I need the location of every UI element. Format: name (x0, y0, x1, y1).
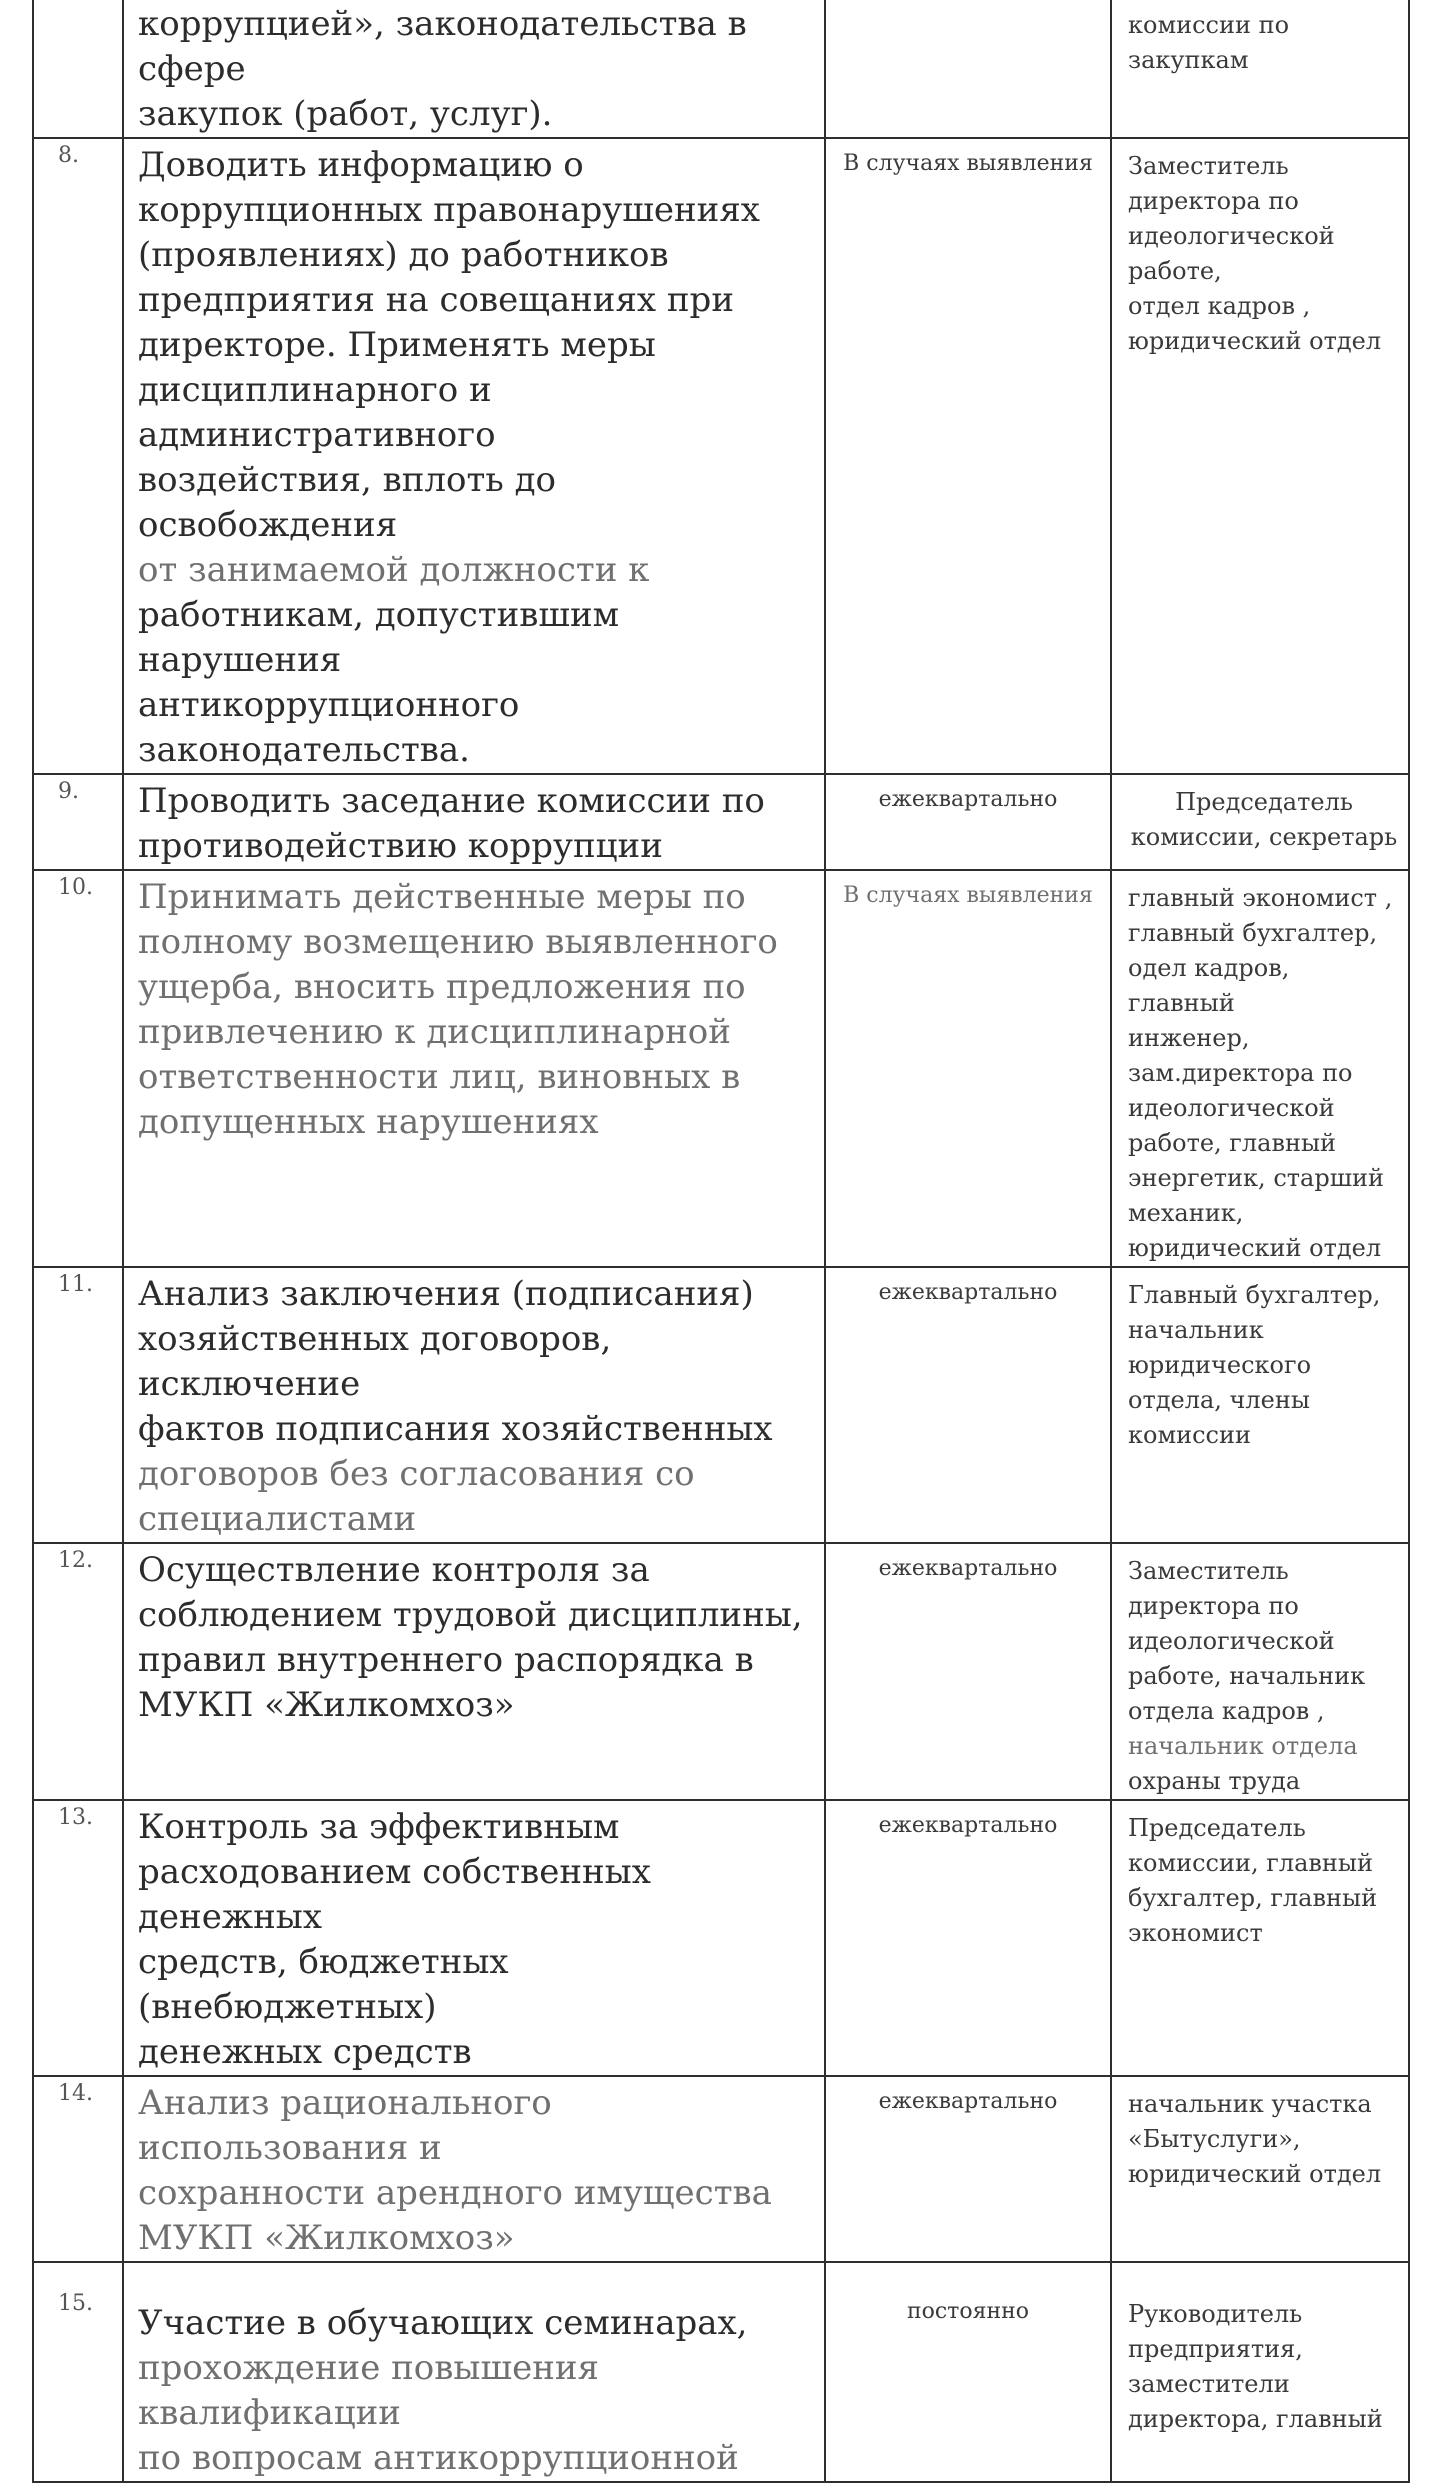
activity-line: средств, бюджетных (внебюджетных) (138, 1942, 509, 2027)
row-number: 10. (33, 870, 123, 1267)
table-row (33, 1800, 1409, 2076)
activity-line: фактов подписания хозяйственных (138, 1409, 773, 1449)
term-cell: ежеквартально (825, 2076, 1111, 2262)
activity-cell (123, 870, 825, 1267)
activity-line: (проявлениях) до работников (138, 235, 669, 275)
responsible-line: работе, начальник (1128, 1662, 1366, 1690)
activity-line: хозяйственных договоров, исключение (138, 1319, 612, 1404)
responsible-line: Председатель (1175, 788, 1353, 816)
responsible-cell (1111, 2262, 1409, 2482)
activity-line: Анализ заключения (подписания) (138, 1274, 754, 1314)
row-number: 12. (33, 1543, 123, 1800)
activity-line: Проводить заседание комиссии по (138, 781, 765, 821)
table-row (33, 2262, 1409, 2482)
activity-cell (123, 1267, 825, 1543)
term-cell: постоянно (825, 2262, 1111, 2482)
table-row (33, 870, 1409, 1267)
table-row (33, 774, 1409, 870)
activity-cell (123, 1800, 825, 2076)
activity-line: Участие в обучающих семинарах, (138, 2303, 748, 2343)
row-number: 9. (33, 774, 123, 870)
activity-line: МУКП «Жилкомхоз» (138, 2218, 515, 2258)
term-cell (825, 0, 1111, 138)
row-number (33, 0, 123, 138)
activity-line: Анализ рационального использования и (138, 2083, 552, 2168)
responsible-line: юридический отдел (1128, 1234, 1382, 1262)
term-cell: В случаях выявления (825, 138, 1111, 774)
table-row (33, 1267, 1409, 1543)
responsible-line: Руководитель (1128, 2300, 1303, 2328)
responsible-line: начальник (1128, 1316, 1264, 1344)
responsible-line: энергетик, старший (1128, 1164, 1385, 1192)
row-number: 14. (33, 2076, 123, 2262)
activity-line: ущерба, вносить предложения по (138, 967, 746, 1007)
responsible-cell (1111, 1543, 1409, 1800)
row-number: 13. (33, 1800, 123, 2076)
responsible-line: зам.директора по (1128, 1059, 1353, 1087)
responsible-line: Заместитель (1128, 1557, 1289, 1585)
responsible-line: директора по (1128, 187, 1299, 215)
activity-line: расходованием собственных денежных (138, 1852, 651, 1937)
activity-line: сохранности арендного имущества (138, 2173, 772, 2213)
activity-line: Контроль за эффективным (138, 1807, 620, 1847)
activity-line: правил внутреннего распорядка в (138, 1640, 754, 1680)
activity-line: воздействия, вплоть до освобождения (138, 460, 556, 545)
activity-line: привлечению к дисциплинарной (138, 1012, 731, 1052)
activity-cell (123, 774, 825, 870)
responsible-line: начальник участка (1128, 2090, 1372, 2118)
activity-line: договоров без согласования со (138, 1454, 695, 1494)
responsible-line: предприятия, (1128, 2335, 1303, 2363)
term-cell: В случаях выявления (825, 870, 1111, 1267)
activity-line: прохождение повышения квалификации (138, 2348, 599, 2433)
responsible-line: экономист (1128, 1919, 1263, 1947)
responsible-line: юридический отдел (1128, 327, 1382, 355)
row-number: 8. (33, 138, 123, 774)
responsible-cell (1111, 870, 1409, 1267)
activity-line: соблюдением трудовой дисциплины, (138, 1595, 803, 1635)
responsible-cell (1111, 138, 1409, 774)
responsible-cell (1111, 0, 1409, 138)
activity-cell (123, 2262, 825, 2482)
activity-line: допущенных нарушениях (138, 1102, 599, 1142)
responsible-line: Председатель (1128, 1814, 1306, 1842)
activity-line: закупок (работ, услуг). (138, 94, 553, 134)
activity-cell (123, 1543, 825, 1800)
responsible-line: идеологической (1128, 1627, 1335, 1655)
term-cell: ежеквартально (825, 1800, 1111, 2076)
activity-cell (123, 2076, 825, 2262)
table-row (33, 138, 1409, 774)
activity-line: антикоррупционного законодательства. (138, 685, 520, 770)
responsible-line: отдел кадров , (1128, 292, 1311, 320)
term-cell: ежеквартально (825, 1543, 1111, 1800)
responsible-line: закупкам (1128, 46, 1249, 74)
table-row (33, 2076, 1409, 2262)
responsible-line: охраны труда (1128, 1767, 1301, 1795)
activity-line: коррупционных правонарушениях (138, 190, 760, 230)
activity-line: предприятия на совещаниях при (138, 280, 734, 320)
activity-line: дисциплинарного и административного (138, 370, 496, 455)
responsible-line: работе, (1128, 257, 1222, 285)
activity-line: коррупцией», законодательства в сфере (138, 4, 747, 89)
anticorruption-plan-table (32, 0, 1410, 2483)
table-row (33, 1543, 1409, 1800)
responsible-line: одел кадров, главный (1128, 954, 1290, 1017)
term-cell: ежеквартально (825, 774, 1111, 870)
responsible-line: комиссии по (1128, 11, 1290, 39)
responsible-cell (1111, 2076, 1409, 2262)
activity-line: ответственности лиц, виновных в (138, 1057, 741, 1097)
responsible-cell (1111, 1267, 1409, 1543)
responsible-line: бухгалтер, главный (1128, 1884, 1378, 1912)
activity-line: Доводить информацию о (138, 145, 584, 185)
responsible-line: отдела, члены (1128, 1386, 1310, 1414)
activity-cell (123, 0, 825, 138)
activity-line: МУКП «Жилкомхоз» (138, 1685, 515, 1725)
row-number: 11. (33, 1267, 123, 1543)
activity-line: работникам, допустившим нарушения (138, 595, 620, 680)
responsible-cell (1111, 774, 1409, 870)
responsible-line: инженер, (1128, 1024, 1250, 1052)
responsible-line: главный бухгалтер, (1128, 919, 1378, 947)
term-cell: ежеквартально (825, 1267, 1111, 1543)
responsible-line: отдела кадров , (1128, 1697, 1325, 1725)
responsible-line: работе, главный (1128, 1129, 1337, 1157)
activity-line: противодействию коррупции (138, 826, 663, 866)
responsible-line: юридический отдел (1128, 2160, 1382, 2188)
activity-line: от занимаемой должности к (138, 550, 650, 590)
activity-line: денежных средств (138, 2032, 472, 2072)
activity-line: полному возмещению выявленного (138, 922, 778, 962)
activity-cell (123, 138, 825, 774)
responsible-line: «Бытуслуги», (1128, 2125, 1301, 2153)
responsible-line: механик, (1128, 1199, 1244, 1227)
activity-line: специалистами (138, 1499, 417, 1539)
responsible-line: Заместитель (1128, 152, 1289, 180)
responsible-line: Главный бухгалтер, (1128, 1281, 1381, 1309)
responsible-line: директора, главный (1128, 2405, 1383, 2433)
responsible-line: идеологической (1128, 1094, 1335, 1122)
responsible-line: комиссии (1128, 1421, 1251, 1449)
activity-line: директоре. Применять меры (138, 325, 656, 365)
responsible-line: заместители (1128, 2370, 1290, 2398)
activity-line: Осуществление контроля за (138, 1550, 650, 1590)
activity-line: Принимать действенные меры по (138, 877, 746, 917)
activity-line: по вопросам антикоррупционной (138, 2438, 739, 2478)
responsible-line: начальник отдела (1128, 1732, 1358, 1760)
responsible-line: комиссии, главный (1128, 1849, 1373, 1877)
responsible-line: директора по (1128, 1592, 1299, 1620)
responsible-line: комиссии, секретарь (1130, 823, 1398, 851)
responsible-line: юридического (1128, 1351, 1312, 1379)
responsible-cell (1111, 1800, 1409, 2076)
table-row (33, 0, 1409, 138)
responsible-line: идеологической (1128, 222, 1335, 250)
responsible-line: главный экономист , (1128, 884, 1393, 912)
row-number: 15. (33, 2262, 123, 2482)
